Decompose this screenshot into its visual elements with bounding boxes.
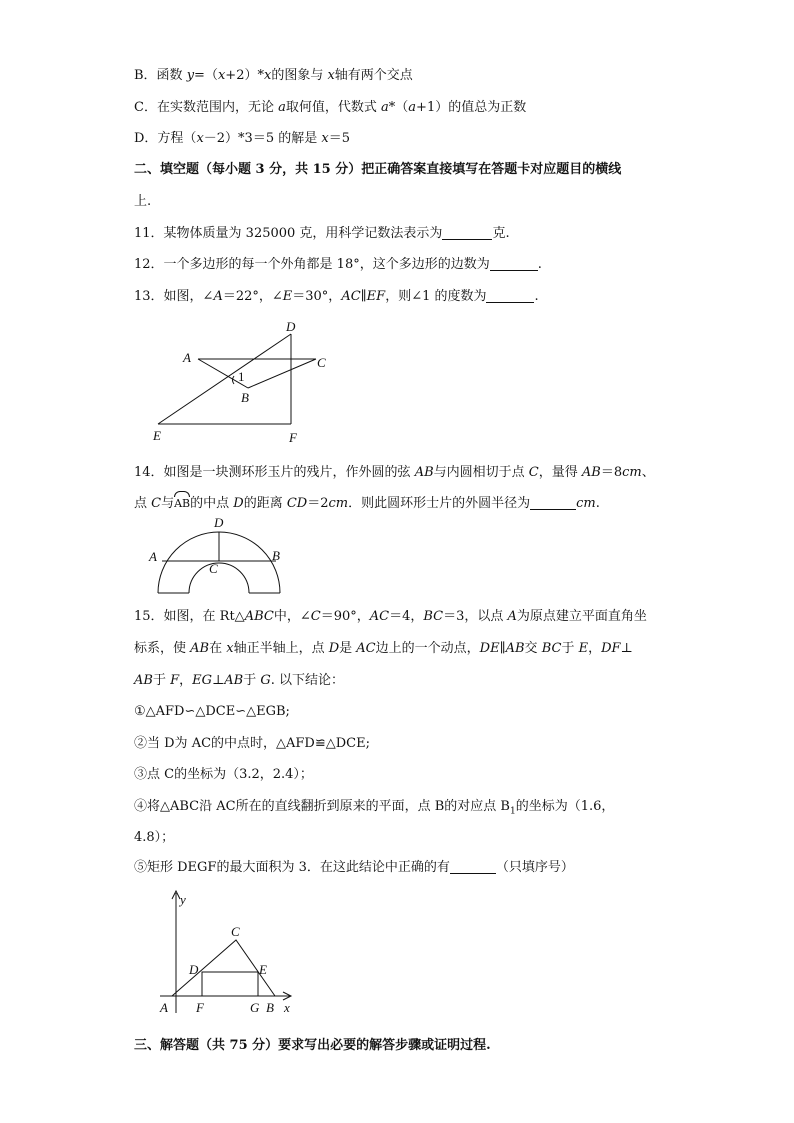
conclusion-5-text: （只填序号） [495, 860, 574, 875]
question-11 [134, 225, 694, 243]
var: C [310, 609, 321, 624]
answer-blank[interactable] [530, 495, 576, 510]
q15-text: ＝4， [389, 609, 424, 624]
label-a: A [149, 549, 157, 564]
conclusion-3: ③点 C的坐标为（3.2，2.4）； [134, 767, 313, 782]
q14-text: 的距离 [243, 496, 287, 511]
var: DE [479, 641, 500, 656]
label-b: B [241, 390, 249, 405]
choice-c-text: *（ [388, 100, 409, 115]
q15-text: 边上的一个动点， [375, 641, 480, 656]
label-angle-1: 1 [238, 369, 245, 384]
var: AB [414, 465, 434, 480]
q15-text: 是 [339, 641, 357, 656]
answer-blank[interactable] [490, 256, 538, 271]
var: DF [601, 641, 621, 656]
rectangle-degf [202, 972, 258, 996]
choice-b-text: 的图象与 [271, 68, 328, 83]
choice-b-text: 轴有两个交点 [334, 68, 413, 83]
var: ABC [244, 609, 274, 624]
var: A [507, 609, 517, 624]
question-15-line3 [134, 672, 694, 690]
segment-ed [158, 334, 291, 424]
question-13 [134, 288, 694, 306]
var: AC [356, 641, 376, 656]
parallel-symbol: ∥ [499, 641, 506, 656]
q14-text: ＝2 [307, 496, 329, 511]
q14-text: . [595, 496, 600, 511]
var: AC [369, 609, 390, 624]
var: CD [286, 496, 308, 511]
var: BC [541, 641, 562, 656]
q14-text: ，量得 [538, 465, 582, 480]
q15-text: 在 [209, 641, 227, 656]
var: D [233, 496, 244, 511]
arc-ab [174, 495, 190, 513]
conclusion-4 [134, 798, 694, 821]
var: D [328, 641, 340, 656]
arc-label: AB [174, 497, 191, 510]
choice-c-text: 取何值，代数式 [285, 100, 381, 115]
var: AB [190, 641, 210, 656]
q15-text: 于 [561, 641, 579, 656]
var: x [217, 68, 226, 83]
var: A [213, 289, 223, 304]
var: C [151, 496, 162, 511]
var: EF [366, 289, 386, 304]
var: x [226, 641, 234, 656]
label-x: x [284, 1000, 290, 1015]
var: x [321, 131, 329, 146]
var: F [170, 673, 180, 688]
q15-text: ， [588, 641, 602, 656]
var: AC [341, 289, 361, 304]
choice-c [134, 99, 694, 117]
label-y: y [180, 892, 186, 907]
var: a [381, 100, 389, 115]
var: E [282, 289, 293, 304]
conclusion-4-text: ④将△ABC沿 AC所在的直线翻折到原来的平面，点 B的对应点 B [134, 799, 510, 814]
unit: cm [576, 496, 596, 511]
answer-blank[interactable] [450, 859, 496, 874]
question-14-line2 [134, 495, 694, 513]
var: a [408, 100, 417, 115]
var: x [327, 68, 335, 83]
conclusion-5 [134, 859, 694, 877]
q14-text: 、 [641, 465, 655, 480]
q14-text: 与内圆相切于点 [433, 465, 529, 480]
label-b: B [266, 1000, 274, 1015]
label-c: C [231, 924, 240, 939]
var: BC [423, 609, 444, 624]
label-a: A [183, 350, 191, 365]
label-b: B [272, 548, 280, 563]
choice-d-text: －2）*3＝5 的解是 [203, 131, 322, 146]
label-d: D [189, 962, 199, 977]
var: a [278, 100, 286, 115]
var: AB [505, 641, 525, 656]
unit: cm [622, 465, 642, 480]
parallel-symbol: ∥ [360, 289, 367, 304]
var: y [186, 68, 195, 83]
q15-text: 15．如图，在 Rt△ [134, 609, 245, 624]
choice-b [134, 67, 694, 85]
conclusion-4-cont: 4.8）； [134, 830, 175, 845]
label-c: C [209, 561, 218, 576]
q14-text: ．则此圆环形士片的外圆半径为 [348, 496, 531, 511]
var: E [578, 641, 589, 656]
figure-14 [145, 513, 295, 598]
conclusion-1: ①△AFD∽△DCE∽△EGB; [134, 704, 290, 719]
unit: cm [328, 496, 349, 511]
q15-text: ＝90°， [320, 609, 370, 624]
q15-text: 中，∠ [273, 609, 311, 624]
var: G [260, 673, 271, 688]
choice-d-text: D．方程（ [134, 131, 197, 146]
q11-unit: 克. [492, 226, 510, 241]
perp-symbol: ⊥ [212, 673, 225, 688]
conclusion-2: ②当 D为 AC的中点时，△AFD≌△DCE; [134, 736, 370, 751]
conclusion-5-text: ⑤矩形 DEGF的最大面积为 3．在这此结论中正确的有 [134, 860, 450, 875]
q12-end: . [537, 257, 542, 272]
choice-c-text: C．在实数范围内，无论 [134, 100, 279, 115]
var: x [263, 68, 272, 83]
question-14-line1 [134, 464, 694, 482]
label-a: A [160, 1000, 168, 1015]
inner-arc [189, 563, 249, 593]
label-f: F [289, 430, 297, 445]
q13-end: . [534, 289, 539, 304]
var: AB [134, 673, 153, 688]
q13-text: 13．如图，∠ [134, 289, 214, 304]
q13-text: ＝22°，∠ [222, 289, 283, 304]
var: AB [224, 673, 244, 688]
label-e: E [259, 962, 267, 977]
choice-c-text: +1）的值总为正数 [416, 100, 527, 115]
q13-text: ，则∠1 的度数为 [385, 289, 487, 304]
section2-heading-cont: 上. [134, 194, 152, 209]
q14-text: 与 [161, 496, 175, 511]
q12-text: 12．一个多边形的每一个外角都是 18°，这个多边形的边数为 [134, 257, 490, 272]
q13-text: ＝30°， [292, 289, 342, 304]
question-15-line1 [134, 608, 694, 626]
choice-d-text: ＝5 [328, 131, 350, 146]
label-f: F [196, 1000, 204, 1015]
q15-text: 于 [152, 673, 171, 688]
var: AB [581, 465, 601, 480]
subscript: 1 [509, 806, 516, 817]
section2-heading: 二、填空题（每小题 3 分，共 15 分）把正确答案直接填写在答题卡对应题目的横线 [134, 162, 622, 177]
var: x [196, 131, 204, 146]
figure-15 [150, 885, 310, 1020]
section3-heading: 三、解答题（共 75 分）要求写出必要的解答步骤或证明过程. [134, 1038, 491, 1053]
label-g: G [250, 1000, 260, 1015]
q14-text: 的中点 [190, 496, 234, 511]
q14-text: ＝8 [600, 465, 623, 480]
choice-b-text: B．函数 [134, 68, 187, 83]
label-e: E [153, 428, 161, 443]
q15-text: ， [179, 673, 193, 688]
conclusion-4-text: 的坐标为（1.6， [515, 799, 615, 814]
question-12 [134, 256, 694, 274]
question-15-line2 [134, 640, 694, 658]
choice-d [134, 130, 694, 148]
figure-13 [148, 318, 338, 448]
var: EG [192, 673, 213, 688]
q15-text: 于 [243, 673, 261, 688]
q15-text: 标系，使 [134, 641, 191, 656]
choice-b-text: +2）* [225, 68, 264, 83]
var: C [528, 465, 539, 480]
label-d: D [214, 515, 224, 530]
label-c: C [317, 355, 326, 370]
q15-text: ＝3，以点 [443, 609, 508, 624]
q15-text: 交 [524, 641, 542, 656]
q15-text: . 以下结论： [270, 673, 344, 688]
answer-blank[interactable] [442, 225, 492, 240]
q11-text: 11．某物体质量为 325000 克，用科学记数法表示为 [134, 226, 443, 241]
segment-bc [248, 359, 316, 388]
answer-blank[interactable] [486, 288, 534, 303]
q15-text: 为原点建立平面直角坐 [516, 609, 647, 624]
q14-text: 14．如图是一块测环形玉片的残片，作外圆的弦 [134, 465, 415, 480]
label-d: D [286, 319, 296, 334]
perp-symbol: ⊥ [620, 641, 633, 656]
q14-text: 点 [134, 496, 152, 511]
arc-symbol [174, 491, 190, 497]
q15-text: 轴正半轴上，点 [233, 641, 329, 656]
choice-b-text: =（ [194, 68, 218, 83]
